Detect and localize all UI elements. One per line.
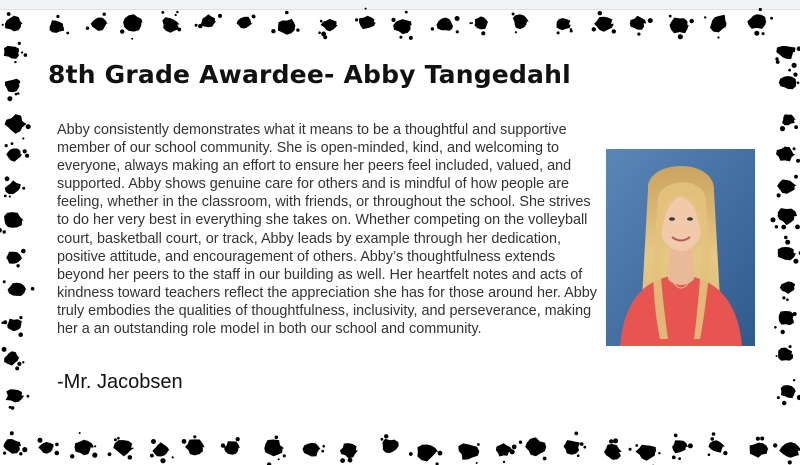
splatter-mark [2, 347, 25, 371]
splatter-mark [630, 16, 653, 36]
student-photo [606, 149, 755, 346]
splatter-mark [776, 345, 794, 361]
splatter-mark [747, 8, 773, 36]
splatter-mark [150, 439, 174, 463]
splatter-mark [672, 434, 693, 460]
splatter-mark [604, 438, 622, 460]
splatter-mark [750, 437, 769, 458]
splatter-mark [340, 443, 358, 463]
splatter-mark [708, 432, 728, 456]
splatter-mark [563, 432, 586, 458]
splatter-mark [5, 142, 30, 162]
splatter-mark [431, 16, 460, 33]
splatter-mark [1, 316, 23, 337]
splatter-mark [271, 11, 299, 35]
splatter-mark [776, 147, 800, 163]
splatter-mark [5, 79, 21, 102]
splatter-mark [775, 46, 800, 68]
splatter-mark [780, 281, 795, 301]
portrait-illustration [606, 149, 755, 346]
award-signature: -Mr. Jacobsen [57, 371, 183, 393]
award-description: Abby consistently demonstrates what it means to be a thoughtful and supportive member of our school community. She is open-minded, kind, and welcoming to everyone, always making an effort to ensure her peers feel included, valued, and supported. Abby shows genuine care for others and is mindful of how people are feeling, whether in the classroom, with friends, or throughout the school. She strives to do her very best in everything she takes on. Whether competing on the volleyball court, basketball court, or track, Abby leads by example through her dedication, positive attitude, and encouragement of others. Abby’s thoughtfulness extends beyond her peers to the staff in our building as well. Her heartfelt notes and acts of kindness toward teachers reflect the appreciation she has for those around her. Abby truly embodies the qualities of thoughtfulness, inclusivity, and perseverance, making her a an outstanding role model in both our school and community. [57, 122, 597, 338]
splatter-mark [0, 212, 24, 234]
splatter-mark [120, 14, 143, 39]
splatter-mark [777, 379, 800, 405]
splatter-mark [318, 19, 337, 39]
splatter-mark [774, 311, 797, 334]
splatter-mark [557, 18, 573, 34]
splatter-mark [50, 15, 70, 35]
splatter-mark [108, 437, 135, 460]
splatter-mark [6, 389, 30, 410]
splatter-mark [771, 208, 800, 229]
splatter-mark [3, 280, 35, 296]
splatter-mark [70, 432, 97, 458]
award-title: 8th Grade Awardee- Abby Tangedahl [48, 60, 571, 89]
splatter-mark [38, 438, 60, 456]
splatter-mark [161, 11, 181, 33]
splatter-mark [512, 13, 529, 34]
splatter-mark [237, 14, 256, 28]
splatter-mark [355, 8, 376, 30]
splatter-mark [381, 434, 399, 453]
splatter-mark [2, 12, 23, 31]
splatter-mark [195, 14, 222, 28]
splatter-mark [4, 176, 25, 197]
splatter-mark [303, 443, 326, 457]
splatter-mark [86, 13, 108, 31]
splatter-mark [469, 16, 488, 35]
splatter-mark [458, 443, 480, 465]
splatter-mark [5, 114, 31, 139]
splatter-mark [629, 444, 661, 465]
splatter-mark [592, 11, 616, 34]
splatter-mark [391, 11, 412, 40]
splatter-mark [780, 114, 798, 131]
splatter-mark [519, 437, 547, 460]
splatter-mark [669, 15, 694, 40]
splatter-mark [773, 442, 800, 465]
splatter-mark [3, 431, 27, 455]
splatter-mark [6, 249, 25, 268]
splatter-mark [264, 436, 286, 465]
splatter-mark [704, 15, 727, 39]
splatter-mark [182, 435, 205, 455]
splatter-mark [221, 437, 240, 455]
splatter-mark [779, 69, 800, 90]
splatter-mark [777, 175, 798, 198]
splatter-mark [4, 42, 27, 63]
splatter-mark [496, 443, 517, 463]
splatter-mark [409, 445, 443, 465]
splatter-mark [778, 236, 800, 264]
